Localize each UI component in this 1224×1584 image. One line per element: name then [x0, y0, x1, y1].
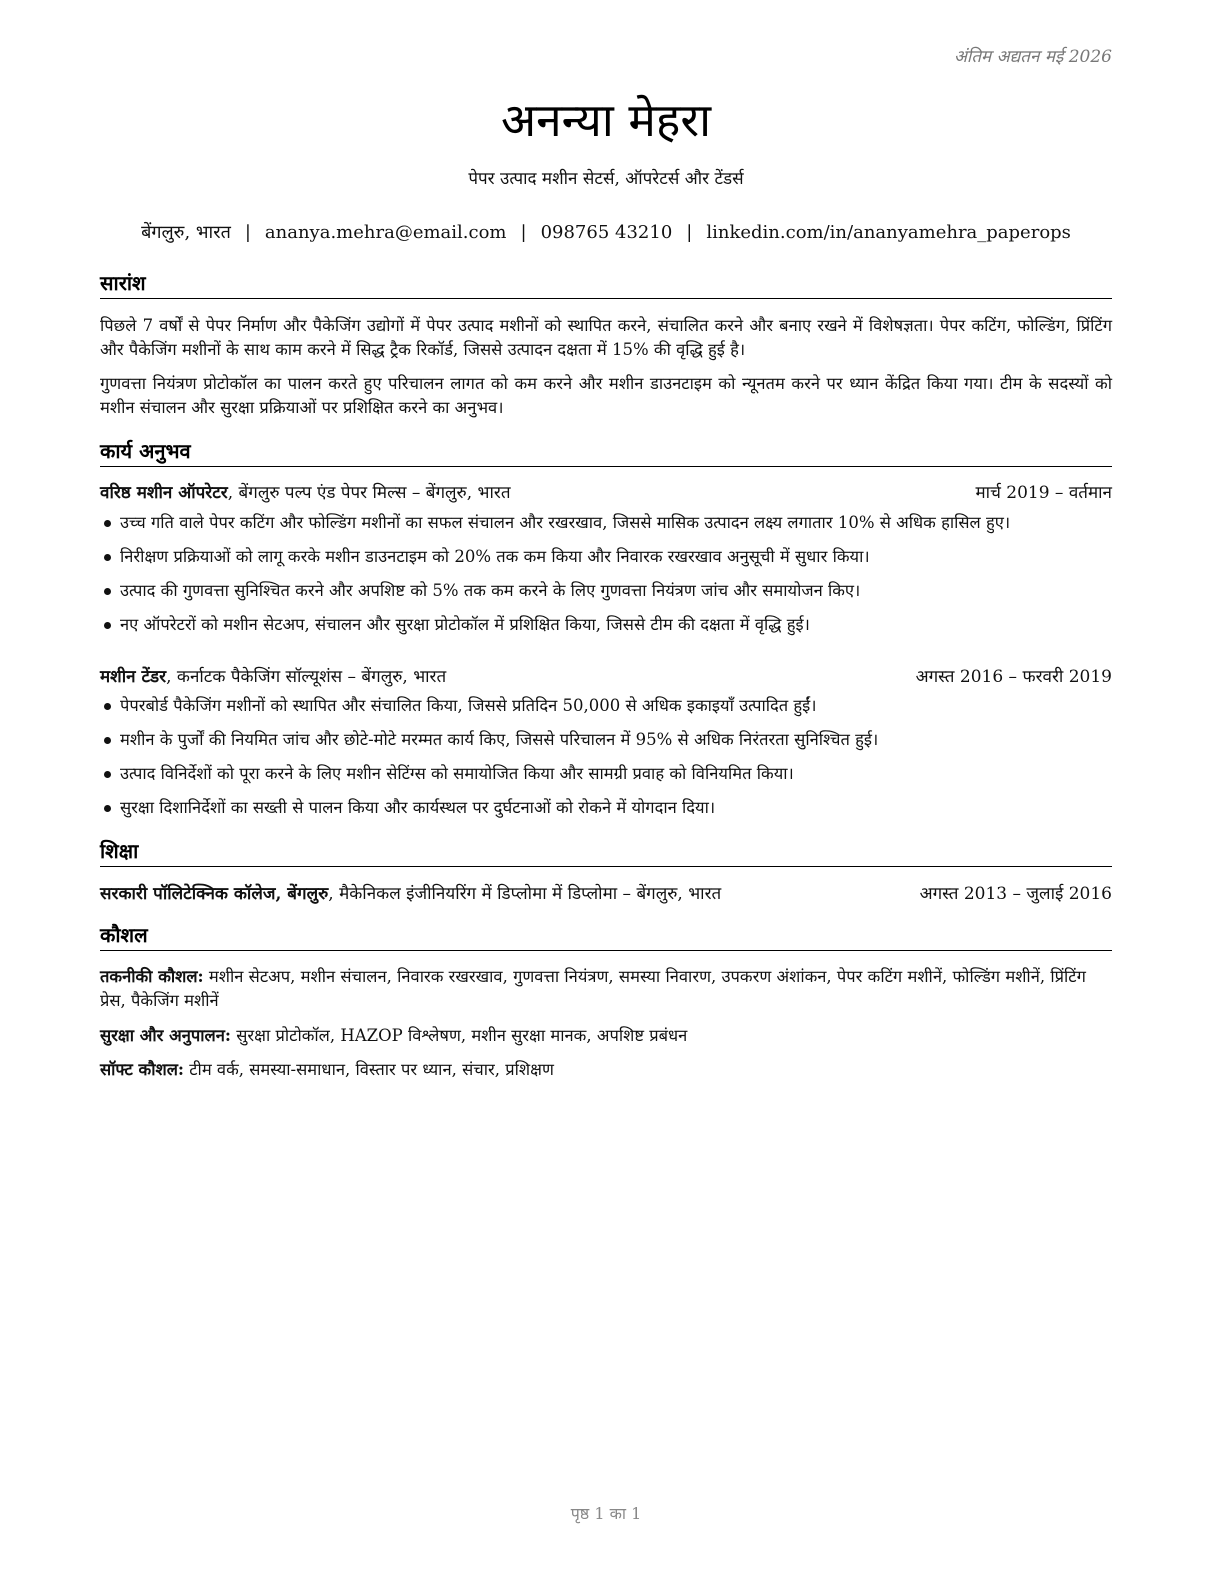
list-item	[100, 579, 1112, 613]
page-number: पृष्ठ 1 का 1	[570, 1504, 642, 1523]
bullet-icon	[104, 805, 111, 812]
contact-line	[100, 220, 1112, 244]
list-item	[100, 796, 1112, 830]
skill-value: टीम वर्क, समस्या-समाधान, विस्तार पर ध्यान, संचार, प्रशिक्षण	[183, 1060, 554, 1079]
summary-paragraph-1: पिछले 7 वर्षों से पेपर निर्माण और पैकेजिंग उद्योगों में पेपर उत्पाद मशीनों को स्थापित करने, संचालित करने और बनाए रखने में विशेषज्ञता। पेपर कटिंग, फोल्डिंग, प्रिंटिंग और पैकेजिंग मशीनों के साथ काम करने में सिद्ध ट्रैक रिकॉर्ड, जिससे उत्पादन दक्षता में 15% की वृद्धि हुई है।	[100, 316, 1112, 359]
list-item	[100, 762, 1112, 796]
skill-label: सॉफ्ट कौशल:	[100, 1060, 184, 1079]
job-header	[100, 481, 1112, 505]
contact-phone: 098765 43210	[540, 222, 673, 243]
bullet-text: पेपरबोर्ड पैकेजिंग मशीनों को स्थापित और संचालित किया, जिससे प्रतिदिन 50,000 से अधिक इकाइयाँ उत्पादित हुईं।	[120, 696, 817, 715]
job-org: , बेंगलुरु पल्प एंड पेपर मिल्स – बेंगलुरु, भारत	[227, 483, 511, 503]
skill-label: सुरक्षा और अनुपालन:	[100, 1026, 231, 1045]
separator: |	[244, 222, 251, 243]
list-item	[100, 694, 1112, 728]
bullet-text: उत्पाद की गुणवत्ता सुनिश्चित करने और अपशिष्ट को 5% तक कम करने के लिए गुणवत्ता नियंत्रण जांच और समायोजन किए।	[120, 581, 861, 600]
separator: |	[686, 222, 693, 243]
job-bullets	[100, 694, 1112, 830]
section-title-education: शिक्षा	[100, 838, 1112, 867]
bullet-icon	[104, 622, 111, 629]
bullet-icon	[104, 588, 111, 595]
job-title	[100, 481, 511, 505]
contact-email[interactable]: ananya.mehra@email.com	[264, 222, 507, 243]
last-updated: अंतिम अद्यतन मई 2026	[953, 47, 1112, 67]
bullet-icon	[104, 703, 111, 710]
skill-label: तकनीकी कौशल:	[100, 967, 204, 986]
skill-value: सुरक्षा प्रोटोकॉल, HAZOP विश्लेषण, मशीन सुरक्षा मानक, अपशिष्ट प्रबंधन	[230, 1026, 688, 1045]
skill-line-safety	[100, 1024, 1112, 1048]
bullet-icon	[104, 554, 111, 561]
bullet-text: उच्च गति वाले पेपर कटिंग और फोल्डिंग मशीनों का सफल संचालन और रखरखाव, जिससे मासिक उत्पादन लक्ष्य लगातार 10% से अधिक हासिल हुए।	[120, 513, 1011, 532]
section-title-skills: कौशल	[100, 922, 1112, 951]
list-item	[100, 728, 1112, 762]
bullet-text: नए ऑपरेटरों को मशीन सेटअप, संचालन और सुरक्षा प्रोटोकॉल में प्रशिक्षित किया, जिससे टीम की दक्षता में वृद्धि हुई।	[120, 615, 810, 634]
skill-value: मशीन सेटअप, मशीन संचालन, निवारक रखरखाव, गुणवत्ता नियंत्रण, समस्या निवारण, उपकरण अंशांकन, पेपर कटिंग मशीनें, फोल्डिंग मशीनें, प्रिंटिंग प्रेस, पैकेजिंग मशीनें	[100, 967, 1086, 1010]
job-dates: अगस्त 2016 – फरवरी 2019	[915, 667, 1112, 687]
resume-page	[100, 0, 1112, 1584]
job-title	[100, 665, 446, 689]
contact-location: बेंगलुरु, भारत	[141, 222, 231, 243]
section-title-experience: कार्य अनुभव	[100, 438, 1112, 467]
candidate-name: अनन्या मेहरा	[500, 93, 712, 147]
education-school-line	[100, 882, 721, 906]
job-role: वरिष्ठ मशीन ऑपरेटर	[100, 483, 228, 503]
bullet-icon	[104, 737, 111, 744]
list-item	[100, 545, 1112, 579]
education-detail: , मैकेनिकल इंजीनियरिंग में डिप्लोमा में डिप्लोमा – बेंगलुरु, भारत	[328, 884, 722, 904]
job-dates: मार्च 2019 – वर्तमान	[975, 483, 1112, 503]
contact-linkedin[interactable]: linkedin.com/in/ananyamehra_paperops	[706, 222, 1071, 243]
job-header	[100, 665, 1112, 689]
section-title-summary: सारांश	[100, 270, 1112, 299]
job-org: , कर्नाटक पैकेजिंग सॉल्यूशंस – बेंगलुरु, भारत	[166, 667, 447, 687]
list-item	[100, 511, 1112, 545]
bullet-icon	[104, 520, 111, 527]
bullet-text: उत्पाद विनिर्देशों को पूरा करने के लिए मशीन सेटिंग्स को समायोजित किया और सामग्री प्रवाह को विनियमित किया।	[120, 764, 794, 783]
education-dates: अगस्त 2013 – जुलाई 2016	[919, 884, 1112, 904]
bullet-text: निरीक्षण प्रक्रियाओं को लागू करके मशीन डाउनटाइम को 20% तक कम किया और निवारक रखरखाव अनुसूची में सुधार किया।	[120, 547, 870, 566]
skill-line-technical	[100, 965, 1112, 1013]
summary-paragraph-2: गुणवत्ता नियंत्रण प्रोटोकॉल का पालन करते हुए परिचालन लागत को कम करने और मशीन डाउनटाइम को न्यूनतम करने पर ध्यान केंद्रित किया गया। टीम के सदस्यों को मशीन संचालन और सुरक्षा प्रक्रियाओं पर प्रशिक्षित करने का अनुभव।	[100, 374, 1112, 417]
bullet-icon	[104, 771, 111, 778]
education-entry	[100, 882, 1112, 906]
job-role: मशीन टेंडर	[100, 667, 167, 687]
tagline: पेपर उत्पाद मशीन सेटर्स, ऑपरेटर्स और टेंडर्स	[468, 169, 744, 189]
list-item	[100, 613, 1112, 647]
skill-line-soft	[100, 1058, 1112, 1082]
education-school: सरकारी पॉलिटेक्निक कॉलेज, बेंगलुरु	[100, 884, 329, 904]
bullet-text: मशीन के पुर्जों की नियमित जांच और छोटे-मोटे मरम्मत कार्य किए, जिससे परिचालन में 95% से अधिक निरंतरता सुनिश्चित हुई।	[120, 730, 879, 749]
bullet-text: सुरक्षा दिशानिर्देशों का सख्ती से पालन किया और कार्यस्थल पर दुर्घटनाओं को रोकने में योगदान दिया।	[120, 798, 716, 817]
job-bullets	[100, 511, 1112, 647]
separator: |	[520, 222, 527, 243]
